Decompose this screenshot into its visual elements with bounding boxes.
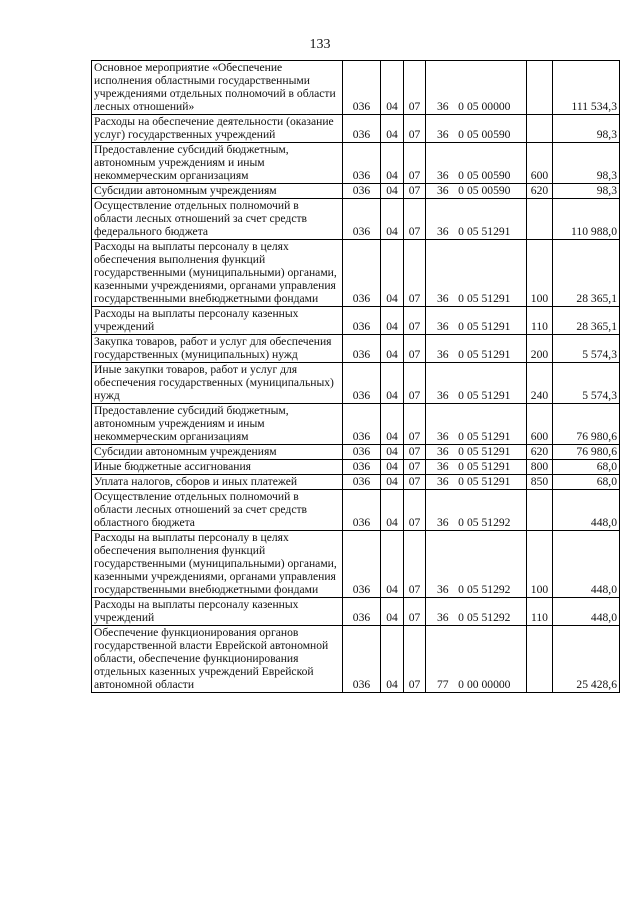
row-expense-type-cell [527, 490, 553, 531]
target-article-program: 36 [437, 225, 449, 238]
row-subsection-cell: 07 [404, 598, 426, 626]
table-row [92, 404, 620, 445]
row-target-article-cell [426, 199, 527, 240]
row-amount-cell: 5 574,3 [553, 363, 620, 404]
row-expense-type-cell: 620 [527, 445, 553, 460]
target-article-direction: 05 51291 [467, 225, 511, 238]
table-row [92, 184, 620, 199]
table-row [92, 363, 620, 404]
budget-table-body [92, 61, 620, 693]
row-section-cell: 04 [381, 490, 404, 531]
row-subsection-cell: 07 [404, 445, 426, 460]
row-section-cell: 04 [381, 598, 404, 626]
row-subsection-cell: 07 [404, 490, 426, 531]
row-expense-type-cell [527, 199, 553, 240]
table-row [92, 199, 620, 240]
row-target-article-cell [426, 404, 527, 445]
target-article-subprogram: 0 [458, 225, 464, 238]
target-article-subprogram: 0 [458, 583, 464, 596]
row-grbs-cell: 036 [343, 626, 381, 693]
row-name-cell: Закупка товаров, работ и услуг для обеспечения государственных (муниципальных) нужд [92, 335, 343, 363]
target-article-direction: 05 00590 [467, 169, 511, 182]
row-expense-type-cell: 600 [527, 404, 553, 445]
row-amount-cell: 448,0 [553, 531, 620, 598]
target-article-direction: 05 51291 [467, 445, 511, 458]
row-amount-cell: 76 980,6 [553, 445, 620, 460]
row-name-cell: Осуществление отдельных полномочий в области лесных отношений за счет средств областного бюджета [92, 490, 343, 531]
row-section-cell: 04 [381, 445, 404, 460]
row-target-article-cell [426, 335, 527, 363]
row-target-article-cell [426, 115, 527, 143]
row-target-article-cell [426, 490, 527, 531]
target-article-program: 77 [437, 678, 449, 691]
table-row [92, 445, 620, 460]
table-row [92, 490, 620, 531]
table-row [92, 626, 620, 693]
row-expense-type-cell: 100 [527, 240, 553, 307]
row-expense-type-cell: 240 [527, 363, 553, 404]
target-article-subprogram: 0 [458, 516, 464, 529]
target-article-direction: 05 51291 [467, 460, 511, 473]
row-amount-cell: 111 534,3 [553, 61, 620, 115]
target-article-program: 36 [437, 389, 449, 402]
row-grbs-cell: 036 [343, 143, 381, 184]
row-name-cell: Уплата налогов, сборов и иных платежей [92, 475, 343, 490]
target-article-program: 36 [437, 445, 449, 458]
table-row [92, 307, 620, 335]
target-article-subprogram: 0 [458, 611, 464, 624]
row-target-article-cell [426, 445, 527, 460]
target-article-subprogram: 0 [458, 460, 464, 473]
target-article-program: 36 [437, 348, 449, 361]
target-article-direction: 05 00590 [467, 128, 511, 141]
target-article-direction: 00 00000 [467, 678, 511, 691]
row-section-cell: 04 [381, 363, 404, 404]
row-expense-type-cell: 110 [527, 307, 553, 335]
row-subsection-cell: 07 [404, 335, 426, 363]
table-row [92, 460, 620, 475]
row-grbs-cell: 036 [343, 115, 381, 143]
row-grbs-cell: 036 [343, 531, 381, 598]
table-row [92, 143, 620, 184]
row-grbs-cell: 036 [343, 184, 381, 199]
row-subsection-cell: 07 [404, 404, 426, 445]
target-article-program: 36 [437, 460, 449, 473]
row-amount-cell: 98,3 [553, 143, 620, 184]
table-row [92, 115, 620, 143]
target-article-direction: 05 51291 [467, 292, 511, 305]
target-article-subprogram: 0 [458, 389, 464, 402]
row-grbs-cell: 036 [343, 363, 381, 404]
row-target-article-cell [426, 184, 527, 199]
row-amount-cell: 98,3 [553, 115, 620, 143]
target-article-subprogram: 0 [458, 100, 464, 113]
row-subsection-cell: 07 [404, 115, 426, 143]
row-amount-cell: 68,0 [553, 475, 620, 490]
row-name-cell: Основное мероприятие «Обеспечение исполнения областными государственными учреждениями отдельных полномочий в области лесных отношений» [92, 61, 343, 115]
row-expense-type-cell: 200 [527, 335, 553, 363]
table-row [92, 531, 620, 598]
row-amount-cell: 68,0 [553, 460, 620, 475]
row-amount-cell: 28 365,1 [553, 307, 620, 335]
row-section-cell: 04 [381, 143, 404, 184]
row-amount-cell: 98,3 [553, 184, 620, 199]
row-amount-cell: 448,0 [553, 490, 620, 531]
row-target-article-cell [426, 460, 527, 475]
row-name-cell: Осуществление отдельных полномочий в области лесных отношений за счет средств федерального бюджета [92, 199, 343, 240]
table-row [92, 598, 620, 626]
row-name-cell: Иные бюджетные ассигнования [92, 460, 343, 475]
row-expense-type-cell: 620 [527, 184, 553, 199]
row-amount-cell: 5 574,3 [553, 335, 620, 363]
row-section-cell: 04 [381, 404, 404, 445]
row-target-article-cell [426, 475, 527, 490]
page-number: 133 [309, 37, 331, 52]
target-article-direction: 05 51292 [467, 611, 511, 624]
row-grbs-cell: 036 [343, 445, 381, 460]
row-subsection-cell: 07 [404, 143, 426, 184]
row-grbs-cell: 036 [343, 598, 381, 626]
row-target-article-cell [426, 598, 527, 626]
target-article-subprogram: 0 [458, 445, 464, 458]
row-target-article-cell [426, 240, 527, 307]
table-row [92, 61, 620, 115]
target-article-program: 36 [437, 100, 449, 113]
row-amount-cell: 25 428,6 [553, 626, 620, 693]
row-grbs-cell: 036 [343, 404, 381, 445]
row-name-cell: Субсидии автономным учреждениям [92, 184, 343, 199]
target-article-program: 36 [437, 430, 449, 443]
row-grbs-cell: 036 [343, 199, 381, 240]
row-subsection-cell: 07 [404, 184, 426, 199]
row-target-article-cell [426, 626, 527, 693]
row-section-cell: 04 [381, 199, 404, 240]
row-grbs-cell: 036 [343, 61, 381, 115]
row-name-cell: Иные закупки товаров, работ и услуг для обеспечения государственных (муниципальных) нужд [92, 363, 343, 404]
row-expense-type-cell [527, 61, 553, 115]
target-article-subprogram: 0 [458, 348, 464, 361]
target-article-program: 36 [437, 611, 449, 624]
row-name-cell: Субсидии автономным учреждениям [92, 445, 343, 460]
target-article-direction: 05 51291 [467, 389, 511, 402]
target-article-program: 36 [437, 128, 449, 141]
row-grbs-cell: 036 [343, 240, 381, 307]
row-section-cell: 04 [381, 335, 404, 363]
target-article-program: 36 [437, 184, 449, 197]
row-target-article-cell [426, 61, 527, 115]
table-row [92, 335, 620, 363]
table-row [92, 240, 620, 307]
target-article-subprogram: 0 [458, 292, 464, 305]
row-section-cell: 04 [381, 626, 404, 693]
target-article-direction: 05 51291 [467, 348, 511, 361]
budget-table [91, 60, 620, 693]
row-target-article-cell [426, 363, 527, 404]
row-grbs-cell: 036 [343, 490, 381, 531]
row-grbs-cell: 036 [343, 335, 381, 363]
target-article-program: 36 [437, 169, 449, 182]
table-row [92, 475, 620, 490]
row-expense-type-cell: 850 [527, 475, 553, 490]
target-article-subprogram: 0 [458, 430, 464, 443]
row-section-cell: 04 [381, 307, 404, 335]
row-expense-type-cell [527, 626, 553, 693]
target-article-subprogram: 0 [458, 128, 464, 141]
target-article-direction: 05 51291 [467, 430, 511, 443]
row-name-cell: Расходы на выплаты персоналу казенных учреждений [92, 307, 343, 335]
row-subsection-cell: 07 [404, 307, 426, 335]
row-grbs-cell: 036 [343, 475, 381, 490]
row-name-cell: Расходы на выплаты персоналу в целях обеспечения выполнения функций государственными (муниципальными) органами, казенными учреждениями, органами управления государственными внебюджетными фондами [92, 531, 343, 598]
row-name-cell: Расходы на выплаты персоналу в целях обеспечения выполнения функций государственными (муниципальными) органами, казенными учреждениями, органами управления государственными внебюджетными фондами [92, 240, 343, 307]
row-section-cell: 04 [381, 460, 404, 475]
row-expense-type-cell [527, 115, 553, 143]
row-section-cell: 04 [381, 61, 404, 115]
row-expense-type-cell: 110 [527, 598, 553, 626]
row-section-cell: 04 [381, 115, 404, 143]
row-subsection-cell: 07 [404, 626, 426, 693]
row-target-article-cell [426, 307, 527, 335]
row-target-article-cell [426, 531, 527, 598]
target-article-subprogram: 0 [458, 475, 464, 488]
target-article-direction: 05 51292 [467, 516, 511, 529]
row-amount-cell: 110 988,0 [553, 199, 620, 240]
target-article-direction: 05 00000 [467, 100, 511, 113]
row-expense-type-cell: 100 [527, 531, 553, 598]
target-article-direction: 05 00590 [467, 184, 511, 197]
row-amount-cell: 448,0 [553, 598, 620, 626]
row-subsection-cell: 07 [404, 199, 426, 240]
target-article-program: 36 [437, 516, 449, 529]
target-article-program: 36 [437, 292, 449, 305]
row-section-cell: 04 [381, 531, 404, 598]
target-article-subprogram: 0 [458, 320, 464, 333]
row-grbs-cell: 036 [343, 460, 381, 475]
row-name-cell: Обеспечение функционирования органов государственной власти Еврейской автономной области, обеспечение функционирования отдельных казенных учреждений Еврейской автономной области [92, 626, 343, 693]
row-expense-type-cell: 600 [527, 143, 553, 184]
target-article-subprogram: 0 [458, 678, 464, 691]
row-name-cell: Расходы на выплаты персоналу казенных учреждений [92, 598, 343, 626]
row-name-cell: Расходы на обеспечение деятельности (оказание услуг) государственных учреждений [92, 115, 343, 143]
row-name-cell: Предоставление субсидий бюджетным, автономным учреждениям и иным некоммерческим организациям [92, 404, 343, 445]
row-target-article-cell [426, 143, 527, 184]
row-subsection-cell: 07 [404, 363, 426, 404]
row-subsection-cell: 07 [404, 475, 426, 490]
target-article-subprogram: 0 [458, 169, 464, 182]
row-section-cell: 04 [381, 475, 404, 490]
row-name-cell: Предоставление субсидий бюджетным, автономным учреждениям и иным некоммерческим организациям [92, 143, 343, 184]
target-article-program: 36 [437, 320, 449, 333]
row-subsection-cell: 07 [404, 460, 426, 475]
row-amount-cell: 76 980,6 [553, 404, 620, 445]
target-article-program: 36 [437, 583, 449, 596]
target-article-program: 36 [437, 475, 449, 488]
row-subsection-cell: 07 [404, 61, 426, 115]
target-article-direction: 05 51291 [467, 475, 511, 488]
row-expense-type-cell: 800 [527, 460, 553, 475]
target-article-subprogram: 0 [458, 184, 464, 197]
row-subsection-cell: 07 [404, 240, 426, 307]
row-section-cell: 04 [381, 184, 404, 199]
row-section-cell: 04 [381, 240, 404, 307]
row-amount-cell: 28 365,1 [553, 240, 620, 307]
target-article-direction: 05 51291 [467, 320, 511, 333]
row-subsection-cell: 07 [404, 531, 426, 598]
target-article-direction: 05 51292 [467, 583, 511, 596]
row-grbs-cell: 036 [343, 307, 381, 335]
